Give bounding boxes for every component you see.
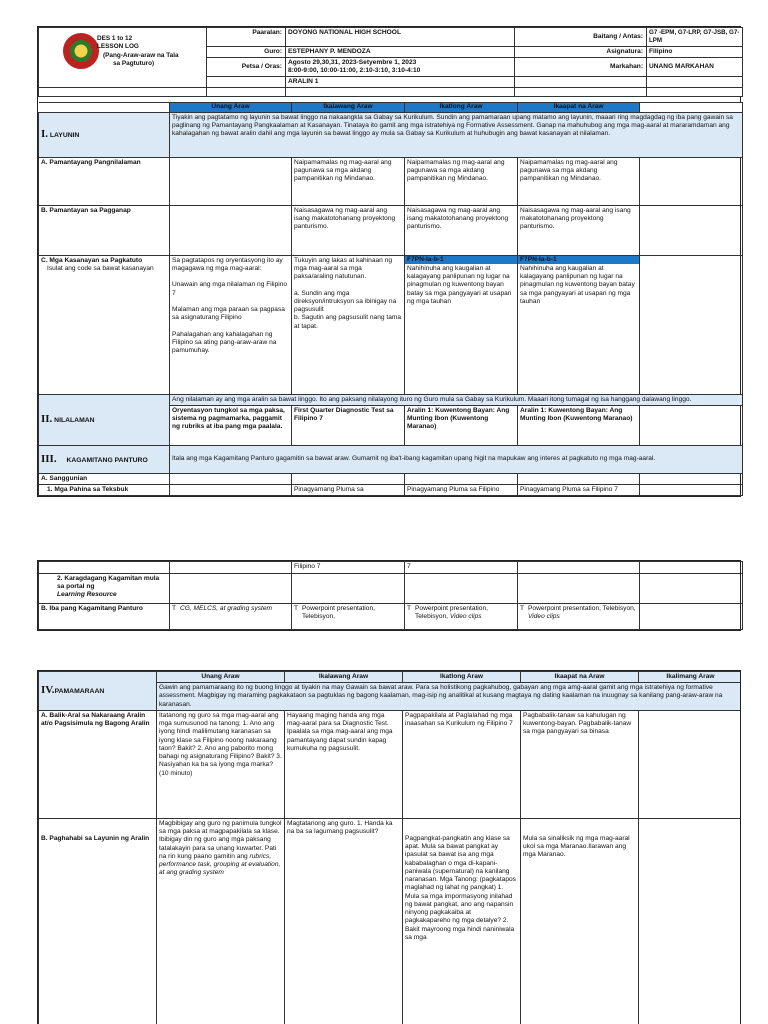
spacer-cell [647,88,743,97]
t-marker: T [407,605,412,612]
cell-empty [640,574,743,604]
guro-value: ESTEPHANY P. MENDOZA [286,46,515,57]
iba-day2 [292,604,405,630]
header-table [38,27,743,97]
corner-cell [39,103,170,112]
iba-text: CG, MELCS, at grading system [180,605,272,612]
cell-empty [405,574,518,604]
title-line: DES 1 to 12 [97,35,133,42]
spacer-cell [207,88,286,97]
nilalaman-day1: Oryentasyon tungkol sa mga paksa, sistema ng pagmamarka, paggamit ng rubriks at iba pang mga paalala. [170,405,292,445]
text-block: a. Sundin ang mga direksyon/intruksyon sa ibinigay na pagsusulit [294,289,397,314]
baitang-label: Baitang / Antas: [515,28,647,47]
paaralan-label: Paaralan: [207,28,286,47]
spacer-cell [39,88,207,97]
day-header: Unang Araw [170,103,292,112]
main-table [38,102,743,496]
petsa-times: 8:00-9:00, 10:00-11:00, 2:10-3:10, 3:10-4:10 [288,66,421,74]
pangnilalaman-day4: Naipamamalas ng mag-aaral ang pagunawa sa mga akdang pampanitikan ng Mindanao. [518,157,640,205]
day-header: Ikatlong Araw [403,672,521,683]
cell-empty [640,562,743,574]
cell-empty [640,604,743,630]
t-marker: T [172,605,177,612]
balik-aral-day3: Pagpapakilala at Paglalahad ng mga inaasahan sa Kurikulum ng Filipino 7 [403,710,521,818]
balik-aral-day1: Itatanong ng guro sa mga mag-aaral ang mga sumusunod na tanong; 1. Ano ang iyong hindi malilimutang karanasan sa iyong klase sa Filipino noong nakaraang taon? Bakit? 2. Ano ang paborito mong bahagi ng asignaturang Filipino? Bakit? 3. Nasiyahan ka ba sa iyong mga marka? (10 minuto) [157,710,285,818]
lesson-log-page-1 [37,26,741,497]
cell-empty [640,157,743,205]
pagganap-label: B. Pamantayan sa Pagganap [39,205,170,255]
empty-cell [647,77,743,88]
karagdagan-label-italic: Learning Resource [57,591,117,599]
roman-numeral: IV. [41,684,55,697]
kasanayan-label: C. Mga Kasanayan sa Pagkatuto [41,256,143,264]
day-header: Ikaapat na Araw [518,103,640,112]
paghahabi-day4: Mula sa sinaliksik ng mga mag-aaral ukol sa mga Maranao.Ilarawan ang mga Maranao. [521,818,639,1024]
text-block: Magbibigay ang guro ng panimula tungkol sa mga paksa at magpapakilala sa klase. Ibibigay din ng guro ang mga paksang tatalakayin para sa unang kuwarter. Pati na rin kung paano gamitin ang [159,819,282,860]
text-block-italic: rubrics, performance task, grouping at evaluation, at ang grading system [159,852,281,877]
roman-numeral: III. [41,452,57,465]
cell-empty [170,205,292,255]
cell-empty [405,473,518,484]
section-label: KAGAMITANG PANTURO [66,456,148,464]
day-header: Ikaapat na Araw [521,672,639,683]
teksbuk-day2-cont: Filipino 7 [292,562,405,574]
header-title-cell [39,28,207,88]
cell-empty [170,473,292,484]
iba-day4 [518,604,640,630]
kasanayan-day2 [292,255,405,394]
nilalaman-intro: Ang nilalaman ay ang mga aralin sa bawat linggo. Ito ang paksang nilalayong ituro ng Guro mula sa Gabay sa Kurikulum. Maaari itong tumagal ng isa hanggang dalawang linggo. [170,394,743,405]
iba-text-italic: Video clips [449,613,482,621]
t-marker: T [294,605,299,612]
pagganap-day2: Naisasagawa ng mag-aaral ang isang makatotohanang proyektong panturismo. [292,205,405,255]
t-marker: T [520,605,525,612]
spacer-cell [515,88,647,97]
teksbuk-day3-cont: 7 [405,562,518,574]
competency-code: F7PN-Ia-b-1 [405,256,517,264]
petsa-label: Petsa / Oras: [207,57,286,76]
kasanayan-day3 [405,255,518,394]
day-header: Unang Araw [157,672,285,683]
cell-empty [518,562,640,574]
balik-aral-day2: Hayaang maging handa ang mga mag-aaral para sa Diagnostic Test. Ipaalala sa mga mag-aaral ang mga pamantayang dapat sundin kapag kumukuha ng pagsusulit. [285,710,403,818]
section-label: PAMAMARAAN [54,688,105,696]
text-block: Nahihinuha ang kaugalian at kalagayang panlipunan ng lugar na pinagmulan ng kuwentong bayan batay sa mga pangyayari at usapan ng mga tauhan [407,264,512,305]
baitang-value: G7 -EPM, G7-LRP, G7-JSB, G7-LPM [647,28,743,47]
cell-empty [170,157,292,205]
kagamitan-heading [39,445,170,473]
nilalaman-day2: First Quarter Diagnostic Test sa Filipino 7 [292,405,405,445]
kasanayan-sublabel: Isulat ang code sa bawat kasanayan [47,264,154,272]
day-header: Ikalimang Araw [639,672,742,683]
kasanayan-day1 [170,255,292,394]
karagdagan-label-cell [39,574,170,604]
roman-numeral: I. [41,127,49,140]
petsa-value [286,57,515,76]
cell-empty [640,205,743,255]
pamamaraan-table [38,671,741,1024]
teksbuk-day4: Pinagyamang Pluma sa Filipino 7 [518,485,640,496]
nilalaman-heading [39,394,170,445]
kasanayan-label-cell [39,255,170,394]
cell-empty [170,485,292,496]
karagdagan-label: 2. Karagdagang Kagamitan mula sa portal ng [57,575,160,591]
pangnilalaman-label: A. Pamantayang Pangnilalaman [39,157,170,205]
aralin-label: ARALIN 1 [286,77,515,88]
iba-text: Powerpoint presentation, Telebisyon, [415,605,488,621]
kasanayan-day4 [518,255,640,394]
day-header: Ikalawang Araw [292,103,405,112]
empty-cell [207,77,286,88]
teksbuk-day3: Pinagyamang Pluma sa Filipino [405,485,518,496]
balik-aral-label: A. Balik-Aral sa Nakaraang Aralin at/o Pagsisimula ng Bagong Aralin [39,710,157,818]
cell-empty [170,562,292,574]
day-header: Ikatlong Araw [405,103,518,112]
pangnilalaman-day3: Naipamamalas ng mag-aaral ang pagunawa sa mga akdang pampanitikan ng Mindanao. [405,157,518,205]
text-block: Malaman ang mga paraan sa pagpasa sa asignaturang Filipino [172,306,285,322]
text-block: Sa pagtatapos ng oryentasyong ito ay magagawa ng mga mag-aaral: [172,256,283,272]
empty-cell [515,77,647,88]
iba-day1 [170,604,292,630]
lesson-log-page-2 [37,560,741,631]
text-block: Pahalagahan ang kahalagahan ng Filipino sa ating pang-araw-araw na pamumuhay. [172,330,277,355]
cell-empty [640,485,743,496]
layunin-text: Tiyakin ang pagtatamo ng layunin sa bawat linggo na nakaangkla sa Gabay sa Kurikulum. Sundin ang pamamaraan upang matamo ang layunin, maaari ring magdagdag ng iba pang gawain sa paglinang ng Pamantayang Pangkaalaman at Kasanayan. Tinataya ito gamit ang mga istratehiya ng Formative Assessment. Ganap na mahuhubog ang mga mag-aaral at mararamdaman ang kahalagahan ng bawat aralin dahil ang mga layunin sa bawat linggo ay mula sa Gabay sa Kurikulum at huhubugin ang bawat kasanayan at nilalaman. [170,112,743,157]
title-line: (Pang-Araw-araw na Tala [103,51,179,59]
pagganap-day4: Naisasagawa ng mag-aaral ang isang makatotohanang proyektong panturismo. [518,205,640,255]
cell-empty [170,574,292,604]
layunin-heading [39,112,170,157]
iba-text-italic: Video clips [528,613,560,621]
cell-empty [639,710,742,818]
text-block: Tukuyin ang lakas at kahinaan ng mga mag-aaral sa mga paksa/araling natutunan. [294,256,392,281]
paghahabi-day2: Magtatanong ang guro. 1. Handa ka na ba sa lagumang pagsusulit? [285,818,403,1024]
iba-day3 [405,604,518,630]
cell-empty [518,574,640,604]
title-line: sa Pagtuturo) [113,59,155,67]
paghahabi-label: B. Paghahabi sa Layunin ng Aralin [39,818,157,1024]
day-header: Ikalawang Araw [285,672,403,683]
cell-empty [292,473,405,484]
pamamaraan-heading [39,672,157,711]
deped-seal-logo [63,33,99,69]
kagamitan-intro: Itala ang mga Kagamitang Panturo gagamitin sa bawat araw. Gumamit ng iba't-ibang kagamitan upang higit na mapukaw ang interes at pagkatuto ng mga mag-aaral. [170,445,743,473]
pangnilalaman-day2: Naipamamalas ng mag-aaral ang pagunawa sa mga akdang pampanitikan ng Mindanao. [292,157,405,205]
sanggunian-label: A. Sanggunian [39,473,170,484]
kagamitan-continued-table [38,561,743,630]
lesson-log-page-3 [37,670,741,1024]
iba-text: Powerpoint presentation, Telebisyon, [302,605,375,621]
iba-label: B. Iba pang Kagamitang Panturo [39,604,170,630]
asignatura-value: Filipino [647,46,743,57]
spacer-cell [286,88,515,97]
competency-code: F7PN-Ia-b-1 [518,256,639,264]
section-label: LAYUNIN [49,131,80,139]
balik-aral-day4: Pagbabalik-tanaw sa kahulugan ng kuwentong-bayan. Pagbabalik-tanaw sa mga pangyayari sa binasa [521,710,639,818]
guro-label: Guro: [207,46,286,57]
pamamaraan-intro: Gawin ang pamamaraang ito ng buong linggo at tiyakin na may Gawain sa bawat araw. Para sa holistikong pagkahubog, gabayan ang mga amg-aaral gamit ang mga istratehiya ng formative assessment. Magbigay ng maraming pagkakataon sa pagtuklas ng bagong kaalaman, mag-isip ng analitikal at kusang magtaya ng dating kaalaman na inuugnay sa kanilang pang-araw-araw na karanasan. [157,683,742,711]
section-label: NILALAMAN [54,416,95,424]
cell-empty [518,473,640,484]
roman-numeral: II. [41,412,53,425]
text-block: Nahihinuha ang kaugalian at kalagayang panlipunan ng lugar na pinagmulan ng kuwentong bayan batay sa mga pangyayari at usapan ng mga tauhan [520,264,635,305]
cell-empty [639,818,742,1024]
cell-empty [39,562,170,574]
markahan-value: UNANG MARKAHAN [647,57,743,76]
paaralan-value: DOYONG NATIONAL HIGH SCHOOL [286,28,515,47]
text-block: b. Sagutin ang pagsusulit nang tama at tapat. [294,314,402,330]
teksbuk-day2: Pinagyamang Pluma sa [292,485,405,496]
asignatura-label: Asignatura: [515,46,647,57]
teksbuk-label: 1. Mga Pahina sa Teksbuk [39,485,170,496]
paghahabi-day3: Pagpangkat-pangkatin ang klase sa apat. Mula sa bawat pangkat ay ipasulat sa bawat isa ang mga kababalaghan o mga di-kapani-paniwala (supernatural) na kanilang naranasan. Mga Tanong: (pagkatapos maglahad ng lahat ng pangkat) 1. Mula sa mga impormasyong inilahad ng bawat pangkat, ano ang napansin ninyong pagkakaiba at pagkakapareho ng mga detalye? 2. Bakit mayroong mga hindi naniniwala sa mga [403,818,521,1024]
nilalaman-day3: Aralin 1: Kuwentong Bayan: Ang Munting Ibon (Kuwentong Maranao) [405,405,518,445]
nilalaman-day4: Aralin 1: Kuwentong Bayan: Ang Munting Ibon (Kuwentong Maranao) [518,405,640,445]
text-block: Unawain ang mga nilalaman ng Filipino 7 [172,281,288,297]
pagganap-day3: Naisasagawa ng mag-aaral ang isang makatotohanang proyektong panturismo. [405,205,518,255]
iba-text: Powerpoint presentation, Telebisyon, [528,605,636,612]
cell-empty [292,574,405,604]
cell-empty [640,255,743,394]
cell-empty [640,473,743,484]
day-header-empty [640,103,743,112]
title-line: LESSON LOG [97,43,139,51]
markahan-label: Markahan: [515,57,647,76]
petsa-dates: Agosto 29,30,31, 2023-Setyembre 1, 2023 [288,58,417,66]
cell-empty [640,405,743,445]
paghahabi-day1 [157,818,285,1024]
